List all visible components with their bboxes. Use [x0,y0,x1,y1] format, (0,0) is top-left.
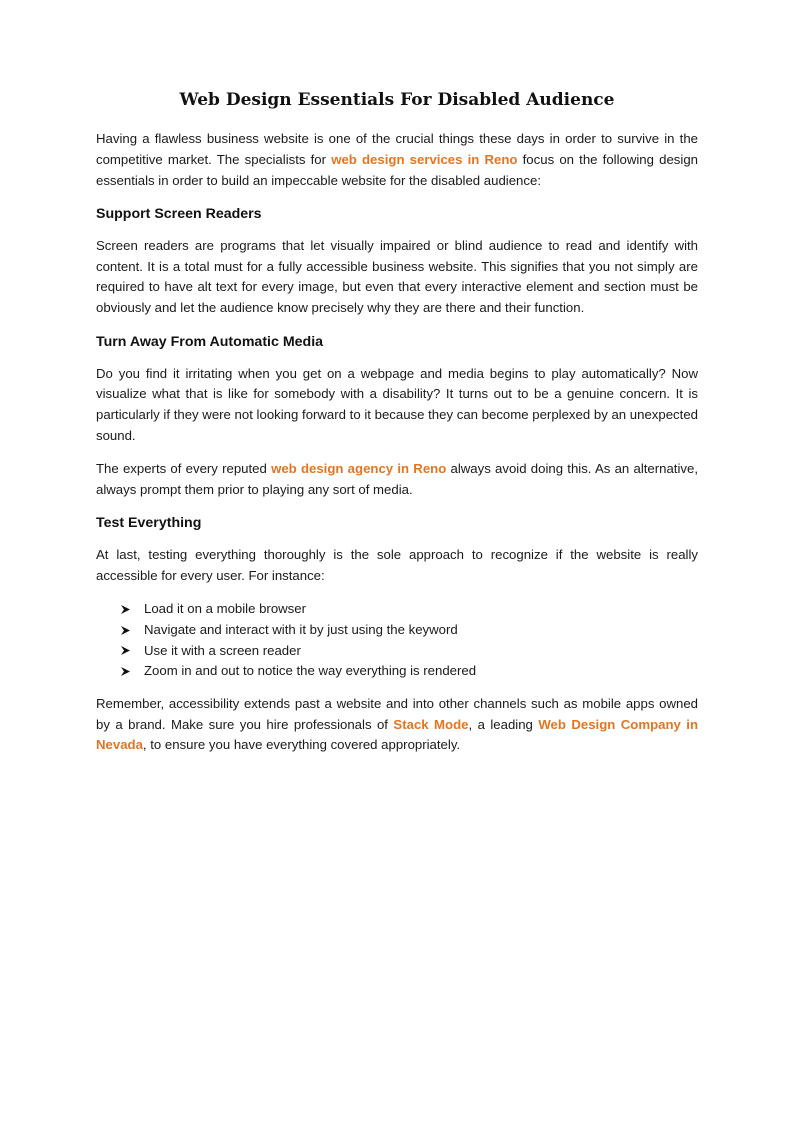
experts-paragraph [96,459,698,501]
web-design-company-nevada-link[interactable]: Web Design Company in Nevada [96,716,698,753]
list-item [120,620,698,641]
screen-readers-paragraph: Screen readers are programs that let visually impaired or blind audience to read and identify with content. It is a total must for a fully accessible business website. This signifies that you not simply are required to have alt text for every image, but even that every interactive element and section must be obviously and let the audience know precisely why they are there and their function. [96,237,698,316]
closing-paragraph [96,694,698,756]
experts-text-before: The experts of every reputed [96,461,272,477]
list-item-text: Zoom in and out to notice the way everything is rendered [144,663,477,679]
experts-text-after: always avoid doing this. As an alternative, always prompt them prior to playing any sort of media. [96,461,698,498]
stack-mode-link[interactable]: Stack Mode [393,716,469,732]
web-design-agency-reno-link[interactable]: web design agency in Reno [271,461,447,477]
automatic-media-paragraph: Do you find it irritating when you get on a webpage and media begins to play automatically? Now visualize what that is like for somebody with a disability? It turns out to be a genuine concern. It is particularly if they were not looking forward to it because they can become perplexed by an unexpected sound. [96,365,698,443]
section-heading-test-everything: Test Everything [96,515,202,532]
test-everything-paragraph: At last, testing everything thoroughly is the sole approach to recognize if the website is really accessible for every user. For instance: [96,547,698,584]
intro-paragraph [96,129,698,191]
document-page [96,88,698,769]
section-heading-screen-readers: Support Screen Readers [96,205,262,222]
list-item [120,661,698,682]
intro-text-before: Having a flawless business website is one of the crucial things these days in order to survive in the competitive market. The specialists for [96,131,698,167]
arrowhead-bullet-icon [120,599,132,620]
arrowhead-bullet-icon [120,620,132,641]
test-checklist [96,599,698,681]
section-heading-automatic-media: Turn Away From Automatic Media [96,333,324,350]
list-item-text: Load it on a mobile browser [144,601,307,617]
list-item-text: Use it with a screen reader [144,642,301,658]
arrowhead-bullet-icon [120,661,132,682]
list-item [120,599,698,620]
closing-text-before: Remember, accessibility extends past a website and into other channels such as mobile apps owned by a brand. Make sure you hire professionals of [96,695,698,732]
intro-text-after: focus on the following design essentials in order to build an impeccable website for the disabled audience: [96,151,698,188]
closing-text-after: , to ensure you have everything covered appropriately. [142,737,461,753]
web-design-services-reno-link[interactable]: web design services in Reno [331,151,518,167]
page-title: Web Design Essentials For Disabled Audience [179,90,615,110]
arrowhead-bullet-icon [120,641,132,662]
closing-text-middle: , a leading [468,716,539,732]
list-item-text: Navigate and interact with it by just using the keyword [144,622,458,638]
list-item [120,641,698,662]
